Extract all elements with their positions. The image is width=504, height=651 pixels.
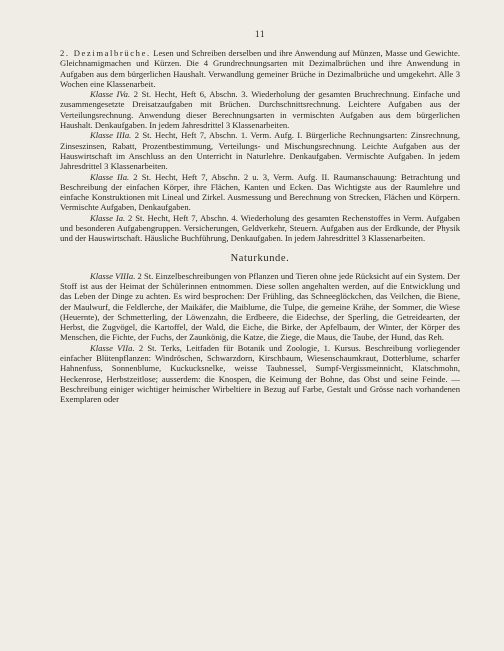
math-paragraph xyxy=(60,89,460,130)
math-paragraph xyxy=(60,172,460,213)
page-number: 11 xyxy=(254,30,266,40)
paragraph-lead: 2. Dezimalbrüche. xyxy=(60,48,151,58)
paragraph-text: 2 St. Hecht, Heft 7, Abschn. 2 u. 3, Verm. Aufg. II. Raumanschauung: Betrachtung und Beschreibung der einfachen Körper, ihre Flächen, Kanten und Ecken. Das Wichtigste aus der Raumlehre und einfache Konstruktionen mit Lineal und Zirkel. Ausmessung und Berechnung von Strecken, Flächen und Körpern. Vermischte Aufgaben, Denkaufgaben. xyxy=(60,171,460,213)
paragraph-lead: Klasse VIIIa. xyxy=(90,270,136,281)
paragraph-text: Lesen und Schreiben derselben und ihre Anwendung auf Münzen, Masse und Gewichte. Gleichnamigmachen und Kürzen. Die 4 Grundrechnungsarten mit Dezimalbrüchen und ihre Anwendung in Aufgaben aus dem bürgerlichen Haushalt. Verwandlung gemeiner Brüche in Dezimalbrüche und umgekehrt. Alle 3 Wochen eine Klassenarbeit. xyxy=(60,48,460,89)
paragraph-text: 2 St. Hecht, Heft 6, Abschn. 3. Wiederholung der gesamten Bruchrechnung. Einfache und zusammengesetzte Dreisatzaufgaben mit Brüchen. Durchschnittsrechnung. Leichtere Aufgaben aus der Verteilungsrechnung. Anwendung dieser Berechnungsarten in vermischten Aufgaben aus dem bürgerlichen Haushalt. Denkaufgaben. In jedem Jahresdrittel 3 Klassenarbeiten. xyxy=(60,89,461,131)
paragraph-lead: Klasse IIa. xyxy=(90,171,130,182)
naturkunde-paragraph xyxy=(60,343,460,405)
paragraph-lead: Klasse IVa. xyxy=(90,89,131,100)
naturkunde-section xyxy=(60,271,460,405)
paragraph-text: 2 St. Hecht, Heft 7, Abschn. 4. Wiederholung des gesamten Rechenstoffes in Verm. Aufgaben und besonderen Aufgabengruppen. Versicherungen, Geldverkehr, Steuern. Aufgaben aus der Erdkunde, der Physik und der Hauswirtschaft. Häusliche Buchführung, Denkaufgaben. In jedem Jahresdrittel 3 Klassenarbeiten. xyxy=(60,212,460,244)
paragraph-text: 2 St. Terks, Leitfaden für Botanik und Zoologie, 1. Kursus. Beschreibung vorliegender einfacher Blütenpflanzen: Windröschen, Schwarzdorn, Kirschbaum, Wiesenschaumkraut, Dotterblume, scharfer Hahnenfuss, Sonnenblume, Kuckucksnelke, weisse Taubnessel, Sumpf-Vergissmeinnicht, Klatschmohn, Heckenrose, Herbstzeitlose; ausserdem: die Knospen, die Keimung der Bohne, das Obst und seine Feinde. — Beschreibung einiger wichtiger heimischer Wirbeltiere in Bezug auf Farbe, Gestalt und Grösse nach vorhandenen Exemplaren oder xyxy=(60,342,460,405)
paragraph-text: 2 St. Hecht, Heft 7, Abschn. 1. Verm. Aufg. I. Bürgerliche Rechnungsarten: Zinsrechnung, Zinseszinsen, Rabatt, Prozentbestimmung, Verteilungs- und Mischungsrechnung. Leichte Aufgaben aus der Hauswirtschaft im Anschluss an den Unterricht in Naturlehre. Denkaufgaben. Vermischte Aufgaben. In jedem Jahresdrittel 3 Klassenarbeiten. xyxy=(60,130,460,172)
naturkunde-paragraph xyxy=(60,271,460,343)
paragraph-text: 2 St. Einzelbeschreibungen von Pflanzen und Tieren ohne jede Rücksicht auf ein System. Der Stoff ist aus der Heimat der Schülerinnen entnommen. Diese sollen angehalten werden, auf die Entwicklung und das Leben der Dinge zu achten. Es wird besprochen: Der Frühling, das Schneeglöckchen, das Veilchen, die Biene, der Maulwurf, die Feldlerche, der Maikäfer, die Maiblume, die Tulpe, die gemeine Krähe, der Sommer, die Wiese (Heuernte), der Schmetterling, der Löwenzahn, die Erdbeere, die Eidechse, der Sperling, die Getreidearten, der Herbst, die Zugvögel, die Kartoffel, der Wald, die Eiche, die Birke, der Apfelbaum, der Winter, der Körper des Menschen, die Fichte, der Fuchs, der Zaunkönig, die Katze, die Ziege, die Maus, die Taube, der Hund, das Reh. xyxy=(60,270,460,343)
math-paragraph xyxy=(60,130,460,171)
paragraph-lead: Klasse VIIa. xyxy=(90,342,135,353)
math-paragraph xyxy=(60,213,460,244)
math-section xyxy=(60,48,460,244)
paragraph-lead: Klasse Ia. xyxy=(90,212,126,223)
paragraph-lead: Klasse IIIa. xyxy=(90,130,132,141)
math-paragraph xyxy=(60,48,460,89)
section-title-naturkunde: Naturkunde. xyxy=(230,252,290,264)
